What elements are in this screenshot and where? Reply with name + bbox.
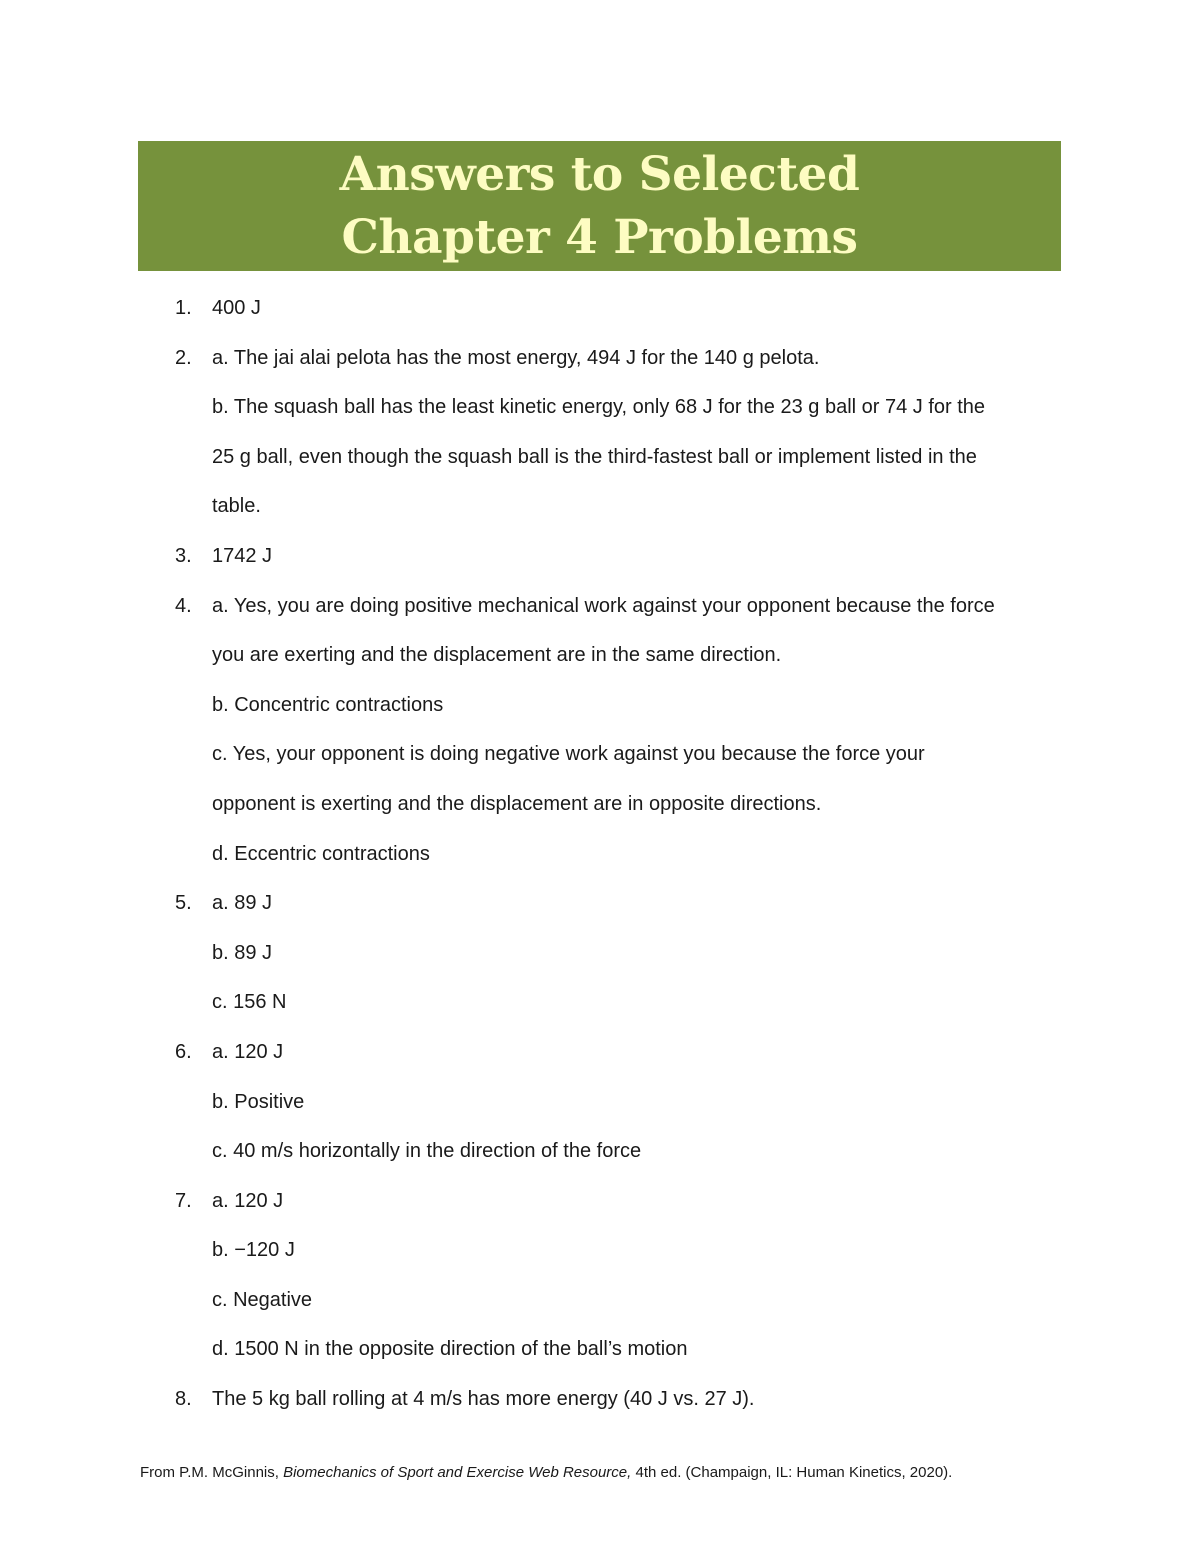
answer-line (0, 1180, 1200, 1230)
answer-item (0, 1180, 1200, 1378)
answer-text: b. Positive (212, 1090, 305, 1113)
answer-text: b. The squash ball has the least kinetic energy, only 68 J for the 23 g ball or 74 J for the (212, 396, 986, 419)
citation-title: Biomechanics of Sport and Exercise Web Resource, (283, 1464, 632, 1481)
answer-text: c. Negative (212, 1288, 313, 1311)
answer-line (0, 1378, 1200, 1428)
answer-line (0, 1130, 1200, 1180)
answer-text: 25 g ball, even though the squash ball is the third-fastest ball or implement listed in the (212, 445, 977, 468)
citation-prefix: From P.M. McGinnis, (140, 1464, 284, 1481)
answer-line (0, 981, 1200, 1031)
answer-text: b. −120 J (212, 1239, 295, 1262)
answer-item (0, 535, 1200, 585)
answer-line (0, 733, 1200, 783)
answer-item (0, 1378, 1200, 1428)
answer-line (0, 287, 1200, 337)
title-banner (138, 141, 1061, 271)
answer-text: 1742 J (212, 544, 273, 567)
answer-text: a. 120 J (212, 1189, 284, 1212)
answer-line (0, 585, 1200, 635)
answer-line (0, 1031, 1200, 1081)
answer-number: 1. (175, 297, 192, 319)
answer-text: a. The jai alai pelota has the most energy, 494 J for the 140 g pelota. (212, 346, 820, 369)
answer-text: opponent is exerting and the displacement are in opposite directions. (212, 792, 822, 815)
answer-line (0, 1279, 1200, 1329)
page-title-line-1: Answers to Selected (339, 147, 860, 202)
answer-text: b. 89 J (212, 941, 273, 964)
answer-line (0, 634, 1200, 684)
answer-line (0, 684, 1200, 734)
citation-suffix: 4th ed. (Champaign, IL: Human Kinetics, 2020). (631, 1464, 953, 1481)
answer-line (0, 535, 1200, 585)
answer-text: c. Yes, your opponent is doing negative work against you because the force your (212, 743, 925, 766)
answer-text: d. 1500 N in the opposite direction of the ball’s motion (212, 1338, 688, 1361)
answer-text: a. Yes, you are doing positive mechanical work against your opponent because the force (212, 594, 995, 617)
answer-item (0, 1031, 1200, 1180)
answer-line (0, 882, 1200, 932)
answer-line (0, 1081, 1200, 1131)
answer-text: b. Concentric contractions (212, 693, 444, 716)
answer-text: The 5 kg ball rolling at 4 m/s has more energy (40 J vs. 27 J). (212, 1388, 755, 1411)
answer-text: you are exerting and the displacement are in the same direction. (212, 644, 782, 667)
answer-item (0, 337, 1200, 535)
answer-text: 400 J (212, 297, 261, 319)
answer-item (0, 882, 1200, 1031)
source-citation (140, 1463, 952, 1483)
answer-text: c. 156 N (212, 991, 287, 1014)
answer-text: table. (212, 495, 261, 518)
answer-number: 6. (175, 1040, 192, 1063)
answer-number: 4. (175, 594, 192, 617)
answer-line (0, 386, 1200, 436)
answer-line (0, 1328, 1200, 1378)
answer-line (0, 932, 1200, 982)
answer-line (0, 485, 1200, 535)
answer-line (0, 833, 1200, 883)
answer-line (0, 783, 1200, 833)
answer-number: 2. (175, 346, 192, 369)
answer-number: 5. (175, 892, 192, 915)
answer-number: 8. (175, 1388, 192, 1411)
answer-text: c. 40 m/s horizontally in the direction of the force (212, 1140, 642, 1163)
answer-line (0, 1229, 1200, 1279)
page-title-line-2: Chapter 4 Problems (341, 210, 858, 265)
answer-text: a. 120 J (212, 1040, 284, 1063)
answer-text: d. Eccentric contractions (212, 842, 430, 865)
answer-number: 3. (175, 544, 192, 567)
answer-list (0, 287, 1200, 1428)
answer-item (0, 585, 1200, 883)
answer-line (0, 436, 1200, 486)
answer-text: a. 89 J (212, 892, 273, 915)
answer-item (0, 287, 1200, 337)
answer-number: 7. (175, 1189, 192, 1212)
answer-line (0, 337, 1200, 387)
